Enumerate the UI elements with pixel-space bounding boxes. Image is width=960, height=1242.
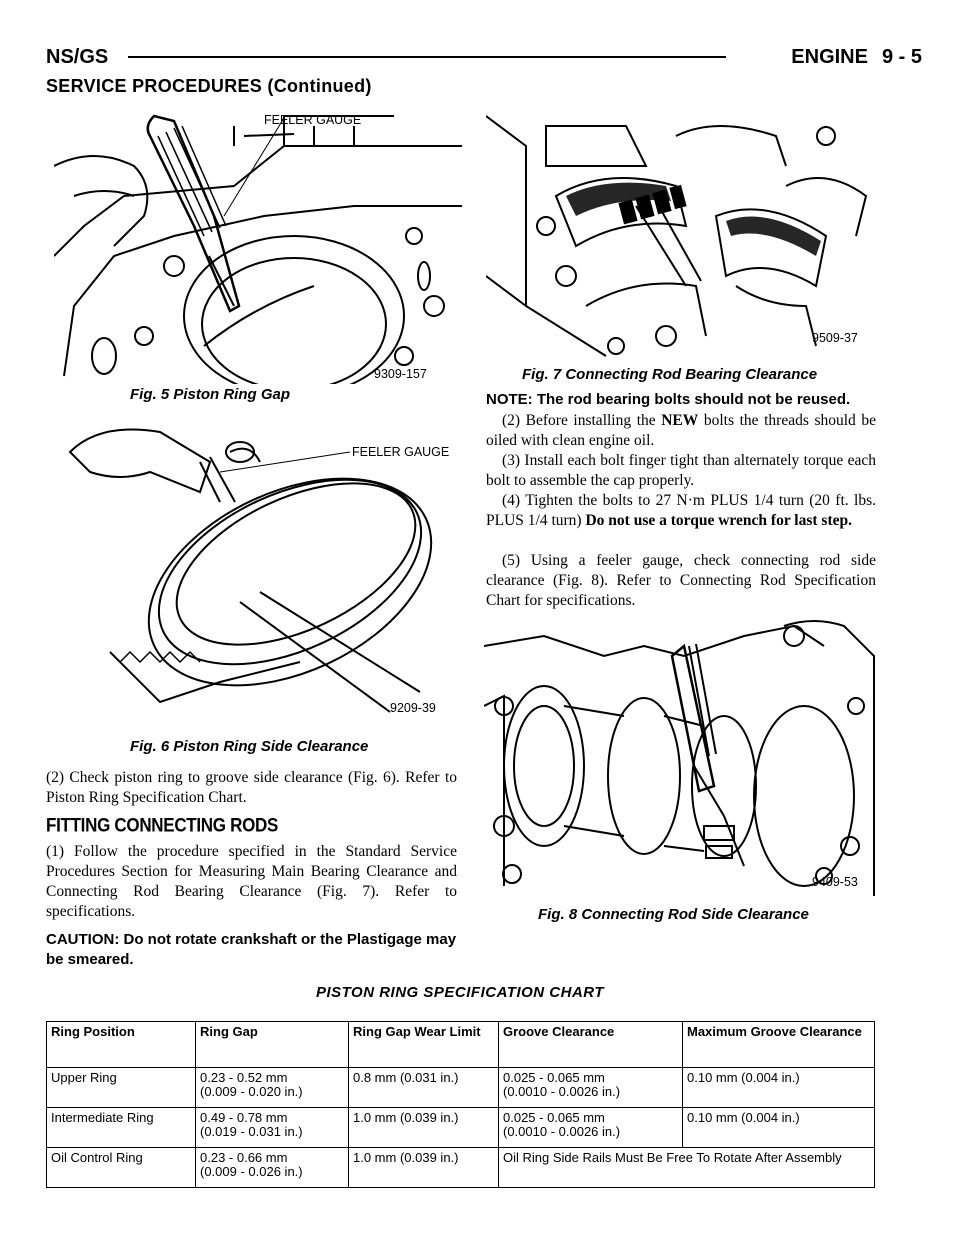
table-row <box>47 1108 875 1148</box>
cell-max-groove: 0.10 mm (0.004 in.) <box>683 1068 875 1108</box>
paragraph-step-2: (2) Check piston ring to groove side clearance (Fig. 6). Refer to Piston Ring Specification Chart. <box>46 769 457 806</box>
header-rule <box>128 56 726 58</box>
figure-code: 9309-157 <box>374 367 427 381</box>
piston-ring-spec-table <box>46 1021 875 1188</box>
gap-mm: 0.23 - 0.52 mm <box>200 1070 288 1085</box>
figure-piston-ring-side-clearance <box>60 412 460 720</box>
groove-mm: 0.025 - 0.065 mm <box>503 1070 605 1085</box>
figure-code: 9409-53 <box>812 875 858 889</box>
table-header-row <box>47 1022 875 1068</box>
figure-connecting-rod-side-clearance <box>484 616 876 902</box>
cell-wear-limit: 1.0 mm (0.039 in.) <box>349 1148 499 1188</box>
piston-ring-side-clearance-illustration <box>60 412 460 720</box>
table-row <box>47 1148 875 1188</box>
gap-in: (0.019 - 0.031 in.) <box>200 1124 303 1139</box>
figure-code: 9209-39 <box>390 701 436 715</box>
heading-fitting-connecting-rods: FITTING CONNECTING RODS <box>46 814 279 836</box>
groove-in: (0.0010 - 0.0026 in.) <box>503 1124 621 1139</box>
table-row <box>47 1068 875 1108</box>
connecting-rod-side-clearance-illustration <box>484 616 876 902</box>
header-model: NS/GS <box>46 46 109 68</box>
paragraph-step-5: (5) Using a feeler gauge, check connecting rod side clearance (Fig. 8). Refer to Connecting Rod Specification Chart for specifications. <box>486 552 876 609</box>
groove-in: (0.0010 - 0.0026 in.) <box>503 1084 621 1099</box>
cell-ring-position: Oil Control Ring <box>47 1148 196 1188</box>
cell-ring-position: Upper Ring <box>47 1068 196 1108</box>
column-header: Ring Gap Wear Limit <box>349 1022 499 1068</box>
header-page-number: 9 - 5 <box>881 46 922 68</box>
column-header: Maximum Groove Clearance <box>683 1022 875 1068</box>
column-header: Ring Position <box>47 1022 196 1068</box>
cell-max-groove: 0.10 mm (0.004 in.) <box>683 1108 875 1148</box>
piston-ring-gap-illustration <box>54 106 462 384</box>
cell-groove-clearance <box>499 1068 683 1108</box>
cell-wear-limit: 0.8 mm (0.031 in.) <box>349 1068 499 1108</box>
paragraph-step-4 <box>486 491 876 531</box>
gap-mm: 0.23 - 0.66 mm <box>200 1150 288 1165</box>
groove-mm: 0.025 - 0.065 mm <box>503 1110 605 1125</box>
connecting-rod-bearing-illustration <box>486 106 876 362</box>
column-header: Groove Clearance <box>499 1022 683 1068</box>
figure-caption: Fig. 8 Connecting Rod Side Clearance <box>538 906 809 923</box>
caution-text: CAUTION: Do not rotate crankshaft or the Plastigage may be smeared. <box>46 931 457 968</box>
cell-ring-position: Intermediate Ring <box>47 1108 196 1148</box>
cell-ring-gap <box>196 1108 349 1148</box>
section-title: SERVICE PROCEDURES (Continued) <box>46 76 372 96</box>
emphasis-warning: Do not use a torque wrench for last step. <box>585 512 852 529</box>
figure-caption: Fig. 7 Connecting Rod Bearing Clearance <box>522 366 818 383</box>
figure-connecting-rod-bearing-clearance <box>486 106 876 362</box>
figure-callout: FEELER GAUGE <box>264 113 362 127</box>
page-header <box>46 44 922 70</box>
cell-ring-gap <box>196 1068 349 1108</box>
cell-groove-clearance <box>499 1108 683 1148</box>
gap-in: (0.009 - 0.020 in.) <box>200 1084 303 1099</box>
figure-piston-ring-gap <box>54 106 462 384</box>
cell-oil-ring-note: Oil Ring Side Rails Must Be Free To Rotate After Assembly <box>499 1148 875 1188</box>
step-text: (4) Tighten the bolts to 27 N·m PLUS 1/4 turn (20 ft. lbs. PLUS 1/4 turn) <box>486 492 876 529</box>
figure-code: 9509-37 <box>812 331 858 345</box>
paragraph-step-1: (1) Follow the procedure specified in the Standard Service Procedures Section for Measuring Main Bearing Clearance and Connecting Rod Bearing Clearance (Fig. 7). Refer to specifications. <box>46 843 457 920</box>
note-text: NOTE: The rod bearing bolts should not be reused. <box>486 391 851 408</box>
step-text: bolts the threads should be oiled with clean engine oil. <box>486 412 876 449</box>
figure-caption: Fig. 6 Piston Ring Side Clearance <box>130 738 369 755</box>
gap-mm: 0.49 - 0.78 mm <box>200 1110 288 1125</box>
step-text: (2) Before installing the <box>502 412 662 429</box>
figure-callout: FEELER GAUGE <box>352 445 450 459</box>
header-right <box>777 44 922 70</box>
figure-caption: Fig. 5 Piston Ring Gap <box>130 386 291 403</box>
paragraph-step-3: (3) Install each bolt finger tight than alternately torque each bolt to assemble the cap properly. <box>486 452 876 489</box>
header-section: ENGINE <box>791 46 868 68</box>
gap-in: (0.009 - 0.026 in.) <box>200 1164 303 1179</box>
cell-wear-limit: 1.0 mm (0.039 in.) <box>349 1108 499 1148</box>
column-header: Ring Gap <box>196 1022 349 1068</box>
emphasis-new: NEW <box>661 412 699 429</box>
spec-chart-title: PISTON RING SPECIFICATION CHART <box>315 984 605 1001</box>
cell-ring-gap <box>196 1148 349 1188</box>
paragraph-step-2-bolts <box>486 411 876 451</box>
